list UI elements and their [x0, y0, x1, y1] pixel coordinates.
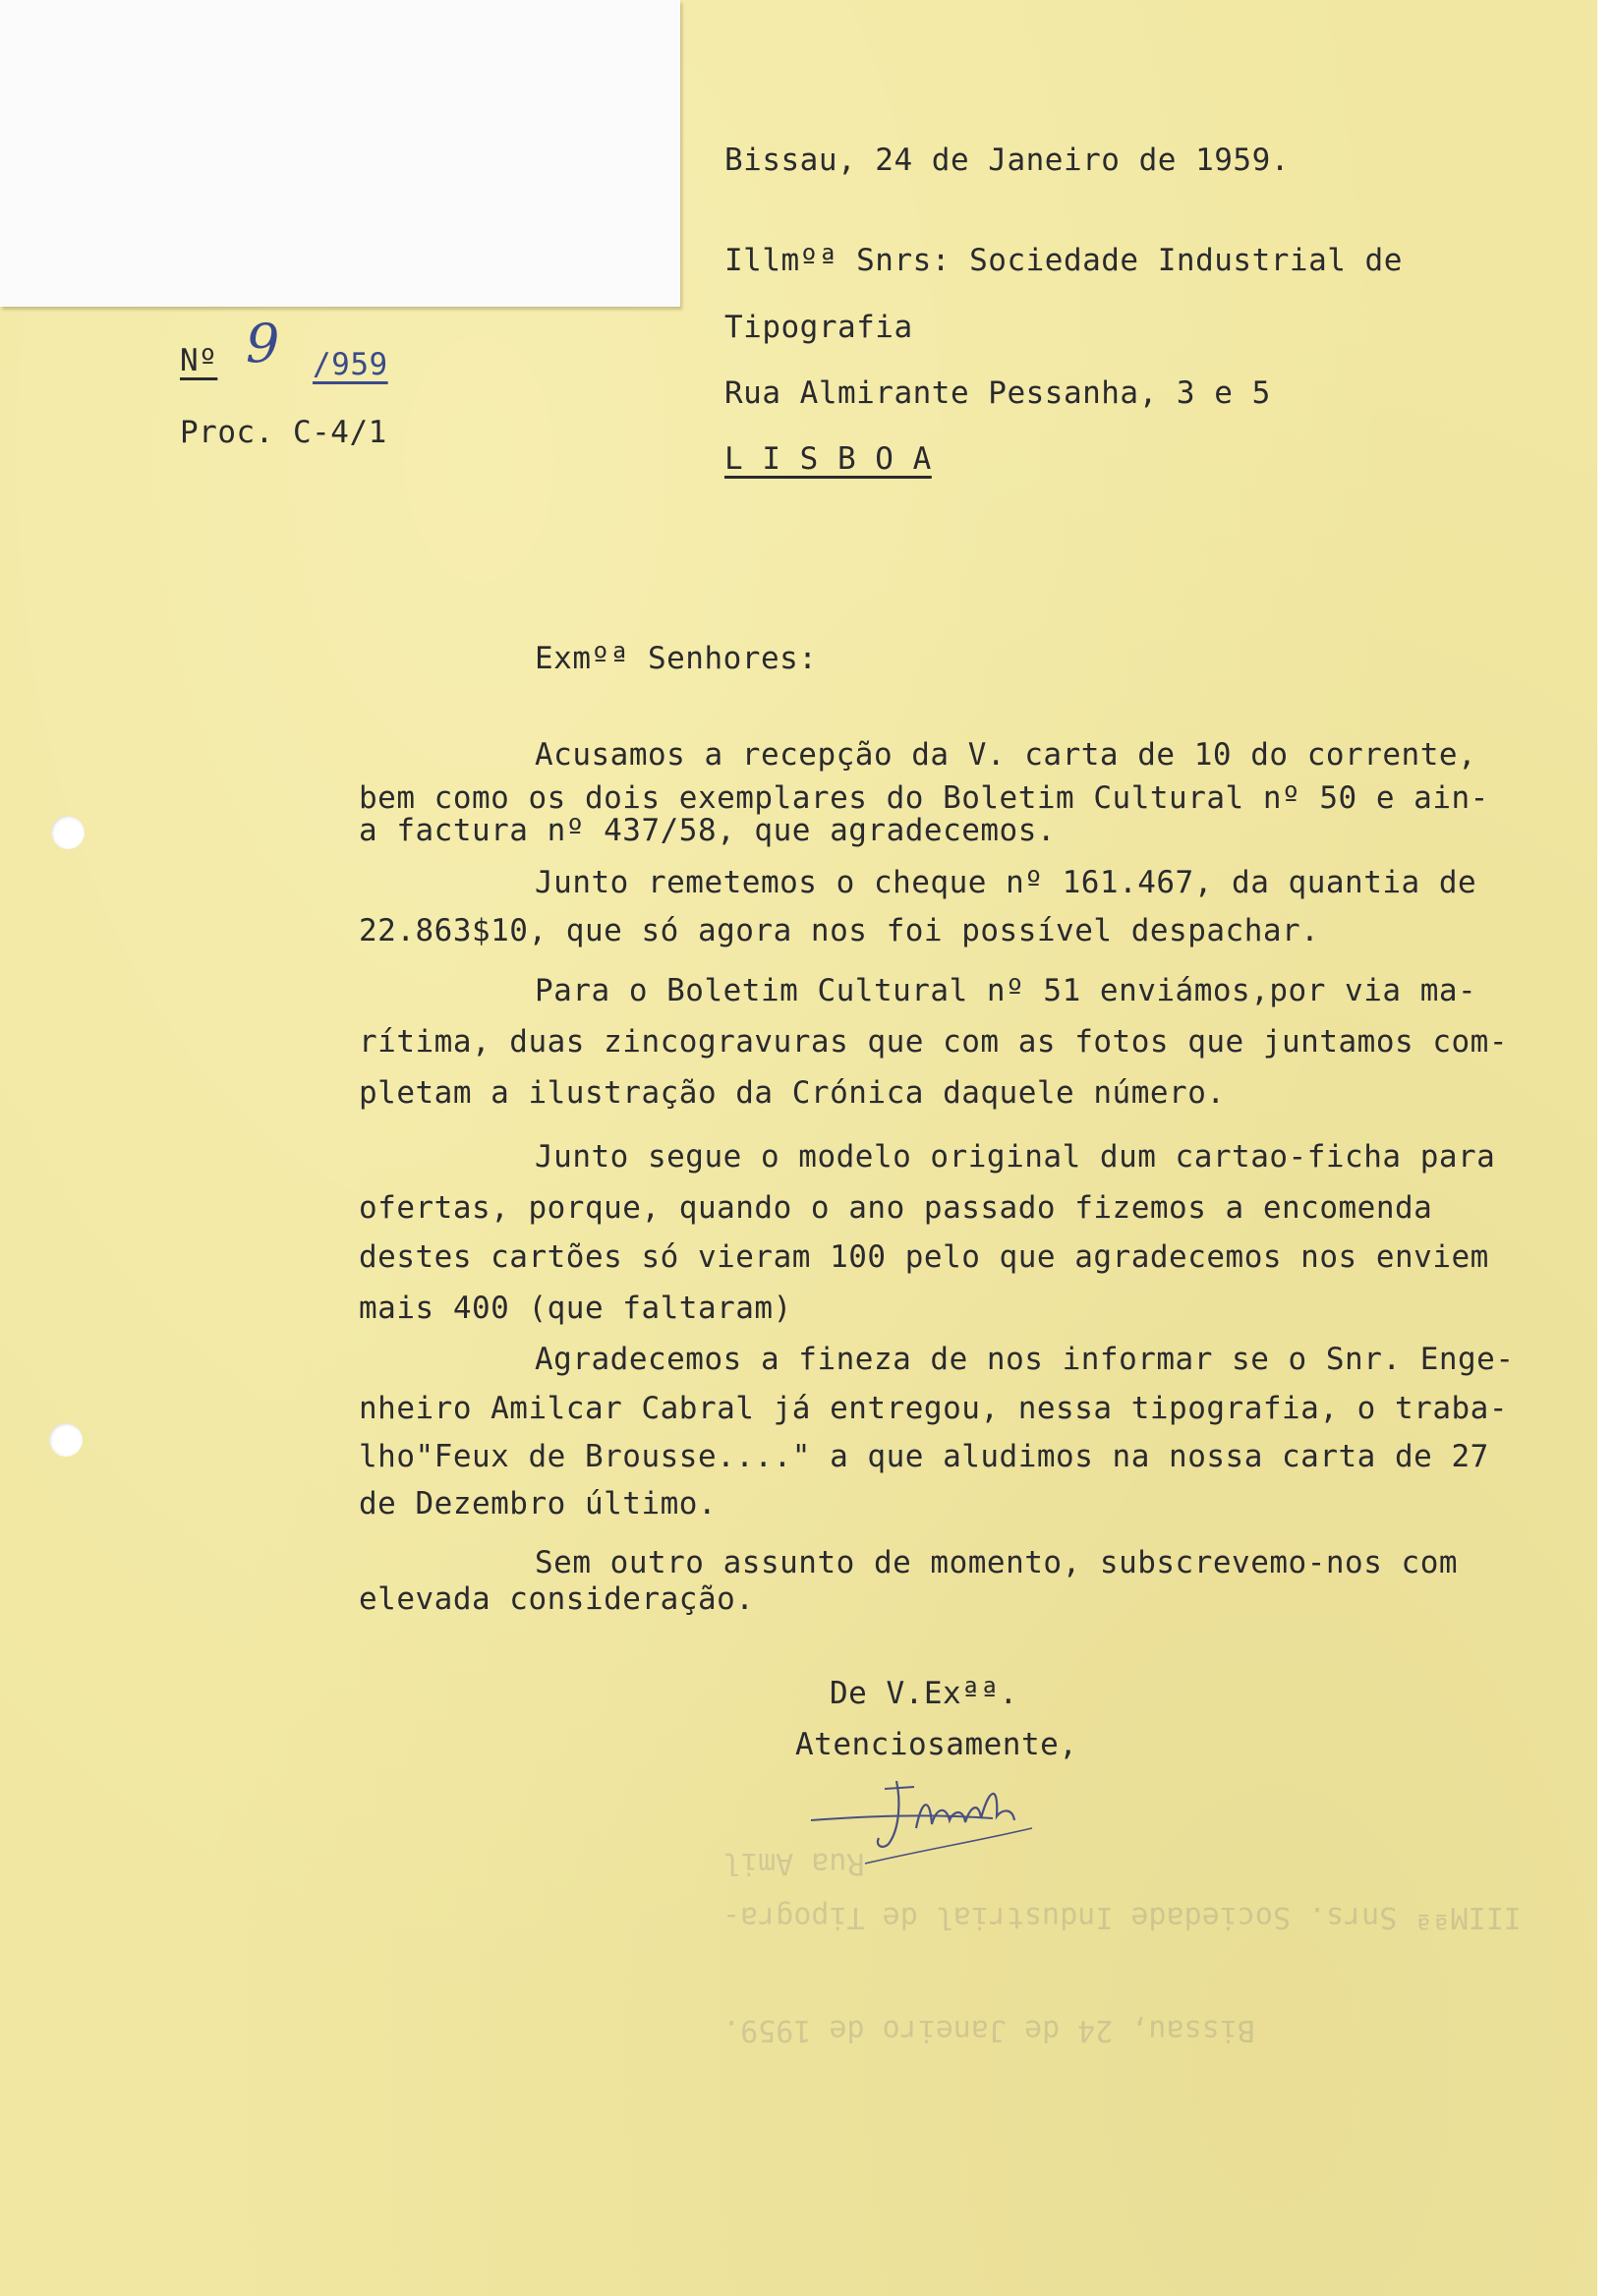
- salutation: Exmºª Senhores:: [535, 641, 818, 676]
- paper-slip-overlay: [0, 0, 680, 307]
- closing-line-1: De V.Exªª.: [830, 1676, 1018, 1711]
- place-date: Bissau, 24 de Janeiro de 1959.: [724, 143, 1290, 178]
- show-through-text: Rua Amil: [722, 1846, 865, 1880]
- addressee-line-3: Rua Almirante Pessanha, 3 e 5: [724, 375, 1271, 411]
- addressee-city: L I S B O A: [724, 441, 932, 477]
- show-through-text: IIIMªª Snrs. Sociedade Industrial de Tipogra-: [722, 1900, 1522, 1934]
- body-line: pletam a ilustração da Crónica daquele número.: [359, 1075, 1226, 1111]
- body-line: Agradecemos a fineza de nos informar se o Snr. Enge-: [535, 1342, 1515, 1377]
- show-through-text: Bissau, 24 de Janeiro de 1959.: [722, 2013, 1255, 2047]
- body-line: lho"Feux de Brousse...." a que aludimos na nossa carta de 27: [359, 1439, 1489, 1474]
- closing-line-2: Atenciosamente,: [795, 1727, 1078, 1762]
- body-line: de Dezembro último.: [359, 1486, 718, 1521]
- body-line: Sem outro assunto de momento, subscrevemo-nos com: [535, 1545, 1459, 1580]
- body-line: a factura nº 437/58, que agradecemos.: [359, 813, 1057, 848]
- reference-prefix: Nº: [180, 343, 218, 378]
- scan-border: [1597, 0, 1615, 2296]
- reference-number-handwritten: 9: [246, 313, 280, 374]
- body-line: Acusamos a recepção da V. carta de 10 do corrente,: [535, 737, 1477, 773]
- body-line: elevada consideração.: [359, 1581, 755, 1617]
- body-line: destes cartões só vieram 100 pelo que agradecemos nos enviem: [359, 1239, 1489, 1275]
- reference-year: /959: [313, 347, 388, 382]
- body-line: mais 400 (que faltaram): [359, 1291, 792, 1326]
- body-line: nheiro Amilcar Cabral já entregou, nessa tipografia, o traba-: [359, 1391, 1508, 1426]
- body-line: bem como os dois exemplares do Boletim Cultural nº 50 e ain-: [359, 780, 1489, 816]
- body-line: Para o Boletim Cultural nº 51 enviámos,por via ma-: [535, 973, 1477, 1008]
- body-line: 22.863$10, que só agora nos foi possível despachar.: [359, 913, 1320, 948]
- body-line: Junto segue o modelo original dum cartao-ficha para: [535, 1139, 1496, 1175]
- punch-hole: [49, 1423, 83, 1457]
- process-reference: Proc. C-4/1: [180, 415, 387, 450]
- punch-hole: [51, 816, 85, 849]
- body-line: rítima, duas zincogravuras que com as fotos que juntamos com-: [359, 1024, 1508, 1060]
- body-line: ofertas, porque, quando o ano passado fizemos a encomenda: [359, 1190, 1433, 1226]
- body-line: Junto remetemos o cheque nº 161.467, da quantia de: [535, 865, 1477, 900]
- addressee-line-1: Illmºª Snrs: Sociedade Industrial de: [724, 243, 1403, 278]
- addressee-line-2: Tipografia: [724, 310, 913, 345]
